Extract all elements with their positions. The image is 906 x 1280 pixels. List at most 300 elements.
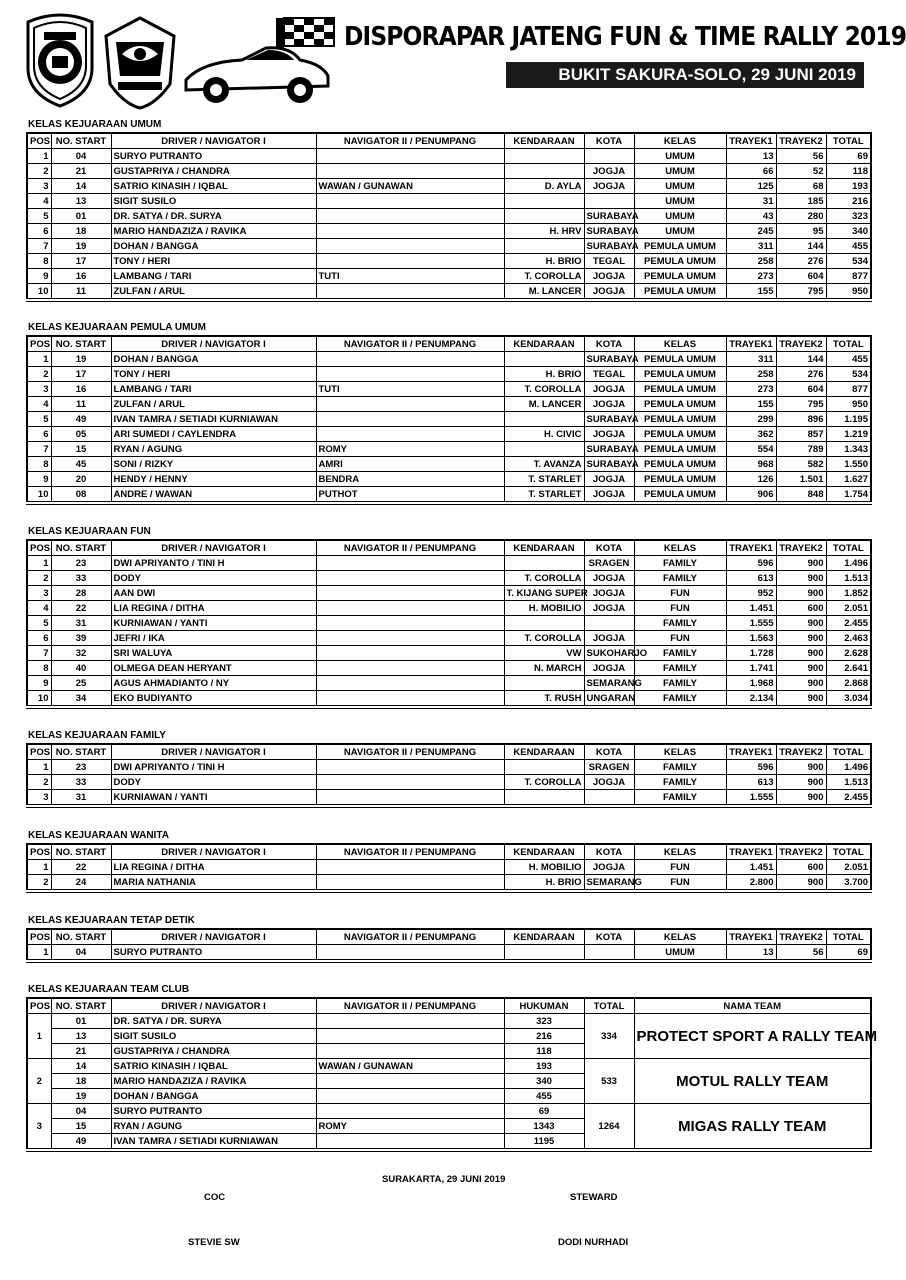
table-cell: JOGJA	[584, 586, 634, 601]
table-cell: T. AVANZA	[504, 457, 584, 472]
table-cell: 6	[27, 631, 51, 646]
table-cell: 13	[51, 1029, 111, 1044]
table-cell: KURNIAWAN / YANTI	[111, 790, 316, 807]
table-cell: 56	[776, 945, 826, 962]
table-cell: RYAN / AGUNG	[111, 1119, 316, 1134]
table-cell: SURYO PUTRANTO	[111, 1104, 316, 1119]
column-header: KOTA	[584, 540, 634, 556]
table-cell: 900	[776, 616, 826, 631]
table-cell	[504, 239, 584, 254]
table-cell	[316, 875, 504, 892]
table-cell: DR. SATYA / DR. SURYA	[111, 209, 316, 224]
table-cell: 1	[27, 352, 51, 367]
table-cell: 155	[726, 397, 776, 412]
table-cell: 455	[826, 239, 871, 254]
table-cell: 952	[726, 586, 776, 601]
table-cell: 01	[51, 1014, 111, 1029]
table-cell: SATRIO KINASIH / IQBAL	[111, 179, 316, 194]
table-cell: SURABAYA	[584, 209, 634, 224]
table-row	[27, 397, 871, 412]
table-cell: FAMILY	[634, 556, 726, 571]
table-cell: 5	[27, 412, 51, 427]
table-cell: M. LANCER	[504, 284, 584, 301]
table-cell: 596	[726, 760, 776, 775]
table-cell: 34	[51, 691, 111, 708]
column-header: POS	[27, 744, 51, 760]
table-row	[27, 616, 871, 631]
table-row	[27, 631, 871, 646]
column-header: KENDARAAN	[504, 844, 584, 860]
team-name: MIGAS RALLY TEAM	[634, 1104, 871, 1151]
table-cell: 66	[726, 164, 776, 179]
table-cell: LIA REGINA / DITHA	[111, 860, 316, 875]
table-cell: JOGJA	[584, 179, 634, 194]
table-row	[27, 601, 871, 616]
table-cell: 1.555	[726, 790, 776, 807]
table-cell: ZULFAN / ARUL	[111, 284, 316, 301]
table-cell: 2	[27, 571, 51, 586]
results-table	[26, 132, 872, 302]
table-row	[27, 661, 871, 676]
table-cell: FUN	[634, 875, 726, 892]
column-header: TRAYEK1	[726, 929, 776, 945]
table-cell	[316, 194, 504, 209]
column-header: TRAYEK1	[726, 336, 776, 352]
table-cell: 1.555	[726, 616, 776, 631]
table-cell: T. KIJANG SUPER	[504, 586, 584, 601]
column-header: TRAYEK1	[726, 744, 776, 760]
penalty-cell: 118	[504, 1044, 584, 1059]
column-header: TOTAL	[826, 540, 871, 556]
table-cell: 125	[726, 179, 776, 194]
section-title: KELAS KEJUARAAN FAMILY	[28, 730, 166, 741]
table-cell: DR. SATYA / DR. SURYA	[111, 1014, 316, 1029]
table-cell: 20	[51, 472, 111, 487]
column-header: DRIVER / NAVIGATOR I	[111, 998, 316, 1014]
column-header: DRIVER / NAVIGATOR I	[111, 929, 316, 945]
column-header: NAVIGATOR II / PENUMPANG	[316, 744, 504, 760]
column-header: POS	[27, 133, 51, 149]
table-cell: JOGJA	[584, 382, 634, 397]
table-cell: LAMBANG / TARI	[111, 382, 316, 397]
table-cell: 600	[776, 860, 826, 875]
table-cell: 1.496	[826, 760, 871, 775]
column-header: TOTAL	[826, 336, 871, 352]
section-title: KELAS KEJUARAAN TEAM CLUB	[28, 984, 190, 995]
table-cell	[504, 442, 584, 457]
table-cell: 5	[27, 616, 51, 631]
table-cell	[504, 149, 584, 164]
table-cell	[504, 164, 584, 179]
table-row	[27, 382, 871, 397]
table-cell: TEGAL	[584, 254, 634, 269]
table-cell: 534	[826, 367, 871, 382]
table-cell: PEMULA UMUM	[634, 427, 726, 442]
table-cell	[316, 367, 504, 382]
table-cell: 311	[726, 239, 776, 254]
table-cell	[316, 571, 504, 586]
table-cell: 23	[51, 556, 111, 571]
table-cell: 299	[726, 412, 776, 427]
table-cell	[504, 209, 584, 224]
table-cell: FAMILY	[634, 790, 726, 807]
table-row	[27, 487, 871, 504]
table-cell: TUTI	[316, 382, 504, 397]
table-cell: 900	[776, 775, 826, 790]
header	[0, 0, 906, 115]
table-cell: ANDRE / WAWAN	[111, 487, 316, 504]
table-cell: 534	[826, 254, 871, 269]
table-cell: 2.641	[826, 661, 871, 676]
table-cell: T. COROLLA	[504, 631, 584, 646]
table-cell: 118	[826, 164, 871, 179]
table-cell	[316, 1074, 504, 1089]
table-row	[27, 760, 871, 775]
table-cell: SATRIO KINASIH / IQBAL	[111, 1059, 316, 1074]
table-cell: 19	[51, 352, 111, 367]
table-cell: FAMILY	[634, 691, 726, 708]
table-cell: VW	[504, 646, 584, 661]
table-cell: 1.219	[826, 427, 871, 442]
table-cell: 2.868	[826, 676, 871, 691]
table-cell: H. MOBILIO	[504, 860, 584, 875]
column-header: POS	[27, 540, 51, 556]
table-cell: 24	[51, 875, 111, 892]
table-cell: 1	[27, 945, 51, 962]
table-cell: 39	[51, 631, 111, 646]
table-cell	[316, 397, 504, 412]
penalty-cell: 455	[504, 1089, 584, 1104]
table-cell: 2.051	[826, 601, 871, 616]
table-cell: T. STARLET	[504, 472, 584, 487]
table-cell: 7	[27, 442, 51, 457]
table-cell: 848	[776, 487, 826, 504]
table-cell: SURABAYA	[584, 412, 634, 427]
table-cell: 950	[826, 397, 871, 412]
table-cell: 2.051	[826, 860, 871, 875]
table-cell: 2	[27, 367, 51, 382]
table-cell: IVAN TAMRA / SETIADI KURNIAWAN	[111, 1134, 316, 1151]
table-cell: 144	[776, 352, 826, 367]
table-cell: DODY	[111, 775, 316, 790]
penalty-cell: 69	[504, 1104, 584, 1119]
table-row	[27, 875, 871, 892]
table-cell: 04	[51, 149, 111, 164]
table-cell	[316, 775, 504, 790]
table-cell: 362	[726, 427, 776, 442]
table-cell: 900	[776, 646, 826, 661]
penalty-cell: 216	[504, 1029, 584, 1044]
table-cell: 32	[51, 646, 111, 661]
table-cell: 4	[27, 194, 51, 209]
column-header: NAVIGATOR II / PENUMPANG	[316, 929, 504, 945]
table-cell: 6	[27, 224, 51, 239]
table-cell: SEMARANG	[584, 676, 634, 691]
table-cell	[316, 1044, 504, 1059]
table-cell: DODY	[111, 571, 316, 586]
team-table	[26, 997, 878, 1152]
table-cell: 68	[776, 179, 826, 194]
column-header: NO. START	[51, 844, 111, 860]
table-cell: MARIO HANDAZIZA / RAVIKA	[111, 1074, 316, 1089]
rally-car-illustration	[182, 14, 342, 109]
table-cell: 1.451	[726, 601, 776, 616]
table-cell: PEMULA UMUM	[634, 442, 726, 457]
table-cell: JOGJA	[584, 571, 634, 586]
footer-left-name: STEVIE SW	[188, 1237, 240, 1248]
table-cell: JEFRI / IKA	[111, 631, 316, 646]
table-cell: H. CIVIC	[504, 427, 584, 442]
table-cell: 2	[27, 775, 51, 790]
table-row	[27, 239, 871, 254]
table-cell	[504, 790, 584, 807]
table-cell	[316, 631, 504, 646]
table-cell: T. COROLLA	[504, 571, 584, 586]
table-cell	[316, 412, 504, 427]
table-cell: AGUS AHMADIANTO / NY	[111, 676, 316, 691]
table-cell: 906	[726, 487, 776, 504]
team-pos: 1	[27, 1014, 51, 1059]
table-cell: H. BRIO	[504, 367, 584, 382]
table-cell: 69	[826, 149, 871, 164]
table-cell: 795	[776, 284, 826, 301]
table-cell: T. STARLET	[504, 487, 584, 504]
table-cell: 9	[27, 472, 51, 487]
table-cell: 1.852	[826, 586, 871, 601]
table-cell	[316, 601, 504, 616]
table-cell: IVAN TAMRA / SETIADI KURNIAWAN	[111, 412, 316, 427]
table-cell: 613	[726, 571, 776, 586]
section-title: KELAS KEJUARAAN TETAP DETIK	[28, 915, 195, 926]
table-row	[27, 646, 871, 661]
table-cell: FAMILY	[634, 571, 726, 586]
column-header: NO. START	[51, 929, 111, 945]
table-row	[27, 457, 871, 472]
header-row	[27, 336, 871, 352]
table-cell: 10	[27, 691, 51, 708]
table-cell: UMUM	[634, 194, 726, 209]
table-cell: 1.496	[826, 556, 871, 571]
column-header: TRAYEK2	[776, 133, 826, 149]
table-cell: JOGJA	[584, 427, 634, 442]
column-header: NO. START	[51, 540, 111, 556]
table-cell: 5	[27, 209, 51, 224]
table-cell	[316, 1014, 504, 1029]
column-header: KELAS	[634, 844, 726, 860]
table-cell	[504, 760, 584, 775]
column-header: TOTAL	[584, 998, 634, 1014]
column-header: POS	[27, 998, 51, 1014]
column-header: KELAS	[634, 929, 726, 945]
table-cell: 2.455	[826, 790, 871, 807]
table-cell	[316, 676, 504, 691]
column-header: NAVIGATOR II / PENUMPANG	[316, 998, 504, 1014]
table-cell: 604	[776, 269, 826, 284]
table-cell: 21	[51, 1044, 111, 1059]
table-cell: 10	[27, 284, 51, 301]
table-cell: FAMILY	[634, 760, 726, 775]
table-cell: 258	[726, 367, 776, 382]
table-cell: SURABAYA	[584, 239, 634, 254]
table-cell: 1.451	[726, 860, 776, 875]
table-cell: 340	[826, 224, 871, 239]
table-cell: 19	[51, 1089, 111, 1104]
table-cell: TONY / HERI	[111, 367, 316, 382]
column-header: KENDARAAN	[504, 744, 584, 760]
column-header: NAVIGATOR II / PENUMPANG	[316, 540, 504, 556]
table-cell: SURABAYA	[584, 224, 634, 239]
column-header: KELAS	[634, 133, 726, 149]
column-header: NO. START	[51, 133, 111, 149]
table-cell: PUTHOT	[316, 487, 504, 504]
table-cell: 273	[726, 269, 776, 284]
table-cell: 144	[776, 239, 826, 254]
column-header: TRAYEK1	[726, 540, 776, 556]
table-cell: 900	[776, 556, 826, 571]
table-cell: SURABAYA	[584, 442, 634, 457]
table-row	[27, 442, 871, 457]
table-cell: PEMULA UMUM	[634, 254, 726, 269]
table-cell: 1.627	[826, 472, 871, 487]
table-cell: 31	[51, 616, 111, 631]
table-cell: 3	[27, 179, 51, 194]
column-header: NO. START	[51, 998, 111, 1014]
table-row	[27, 691, 871, 708]
table-cell: 16	[51, 269, 111, 284]
team-name: MOTUL RALLY TEAM	[634, 1059, 871, 1104]
table-row	[27, 676, 871, 691]
table-cell: 49	[51, 412, 111, 427]
table-cell: FUN	[634, 860, 726, 875]
column-header: KOTA	[584, 133, 634, 149]
table-row	[27, 1104, 871, 1119]
table-cell: KURNIAWAN / YANTI	[111, 616, 316, 631]
table-cell: 613	[726, 775, 776, 790]
table-cell: JOGJA	[584, 472, 634, 487]
table-cell	[316, 352, 504, 367]
table-cell	[316, 760, 504, 775]
table-cell: 582	[776, 457, 826, 472]
table-cell: 40	[51, 661, 111, 676]
table-cell: 155	[726, 284, 776, 301]
table-cell	[316, 284, 504, 301]
table-cell	[316, 945, 504, 962]
table-cell: 2.455	[826, 616, 871, 631]
column-header: TRAYEK2	[776, 744, 826, 760]
table-row	[27, 284, 871, 301]
penalty-cell: 1343	[504, 1119, 584, 1134]
column-header: NO. START	[51, 744, 111, 760]
table-cell: MARIA NATHANIA	[111, 875, 316, 892]
table-cell: SONI / RIZKY	[111, 457, 316, 472]
table-cell: H. BRIO	[504, 875, 584, 892]
table-cell: FUN	[634, 631, 726, 646]
column-header: KOTA	[584, 744, 634, 760]
column-header: NAVIGATOR II / PENUMPANG	[316, 133, 504, 149]
table-cell: JOGJA	[584, 164, 634, 179]
regional-emblem-logo	[100, 14, 180, 110]
table-cell: LAMBANG / TARI	[111, 269, 316, 284]
table-cell: ZULFAN / ARUL	[111, 397, 316, 412]
table-row	[27, 224, 871, 239]
page-title: DISPORAPAR JATENG FUN & TIME RALLY 2019	[344, 22, 906, 52]
table-row	[27, 556, 871, 571]
table-cell: 13	[726, 945, 776, 962]
table-cell: 6	[27, 427, 51, 442]
results-table	[26, 335, 872, 505]
table-cell: 16	[51, 382, 111, 397]
team-total: 533	[584, 1059, 634, 1104]
table-cell: 900	[776, 691, 826, 708]
table-cell	[584, 945, 634, 962]
table-cell: JOGJA	[584, 661, 634, 676]
table-cell: 877	[826, 382, 871, 397]
table-cell: SURYO PUTRANTO	[111, 149, 316, 164]
table-cell: SRI WALUYA	[111, 646, 316, 661]
footer-left-role: COC	[204, 1192, 226, 1203]
table-cell	[316, 616, 504, 631]
table-cell: 8	[27, 457, 51, 472]
header-row	[27, 744, 871, 760]
table-cell: 1.728	[726, 646, 776, 661]
table-cell: H. HRV	[504, 224, 584, 239]
table-cell: GUSTAPRIYA / CHANDRA	[111, 1044, 316, 1059]
table-cell: 28	[51, 586, 111, 601]
table-cell: 2.800	[726, 875, 776, 892]
table-cell: 13	[726, 149, 776, 164]
column-header: TOTAL	[826, 929, 871, 945]
penalty-cell: 193	[504, 1059, 584, 1074]
table-cell: 25	[51, 676, 111, 691]
table-cell: 10	[27, 487, 51, 504]
team-pos: 3	[27, 1104, 51, 1151]
column-header: KOTA	[584, 929, 634, 945]
table-cell: 3.034	[826, 691, 871, 708]
table-cell: 455	[826, 352, 871, 367]
table-cell: AMRI	[316, 457, 504, 472]
table-cell: FAMILY	[634, 676, 726, 691]
table-cell: 3	[27, 790, 51, 807]
table-cell: MARIO HANDAZIZA / RAVIKA	[111, 224, 316, 239]
column-header: KENDARAAN	[504, 133, 584, 149]
results-table	[26, 928, 872, 963]
column-header: TRAYEK1	[726, 844, 776, 860]
table-cell: FAMILY	[634, 616, 726, 631]
table-cell: 280	[776, 209, 826, 224]
table-cell: 15	[51, 1119, 111, 1134]
table-cell: 7	[27, 239, 51, 254]
table-cell: H. BRIO	[504, 254, 584, 269]
table-cell: D. AYLA	[504, 179, 584, 194]
table-cell	[584, 149, 634, 164]
column-header: KOTA	[584, 844, 634, 860]
table-cell: 3	[27, 382, 51, 397]
table-cell: 216	[826, 194, 871, 209]
table-cell: 795	[776, 397, 826, 412]
table-cell: 95	[776, 224, 826, 239]
table-cell: 45	[51, 457, 111, 472]
table-cell: 1	[27, 149, 51, 164]
table-cell: SIGIT SUSILO	[111, 1029, 316, 1044]
table-cell	[316, 1134, 504, 1151]
table-cell: 1	[27, 556, 51, 571]
table-cell	[584, 790, 634, 807]
results-table	[26, 539, 872, 709]
table-cell: 600	[776, 601, 826, 616]
table-cell: PEMULA UMUM	[634, 284, 726, 301]
table-cell	[316, 1029, 504, 1044]
table-cell: SURYO PUTRANTO	[111, 945, 316, 962]
